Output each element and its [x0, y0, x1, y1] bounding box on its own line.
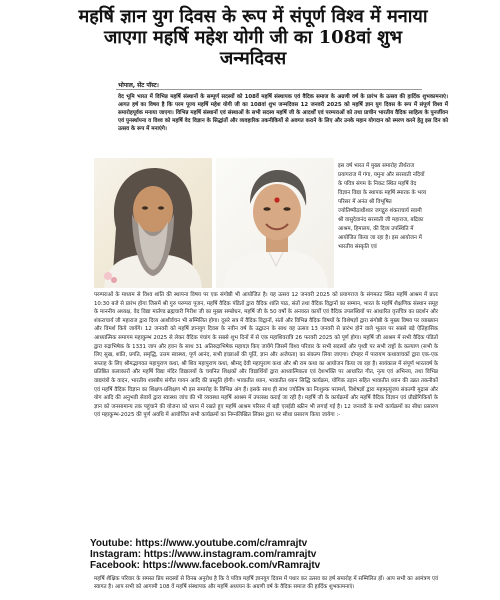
portrait-smiling-man-image	[216, 158, 334, 288]
instagram-link: Instagram: https://www.instagram.com/ramrajtv	[90, 549, 317, 560]
article-lead: वेद भूमि भारत में विभिन्न महर्षि संस्थानों के सम्पूर्ण सदस्यों को 108वें महर्षि संस्थापक एवं वैदिक समाज के अग्रणी वर्ष के प्रारंभ के उत्सव की हार्दिक शुभकामनाएं। आगत हर्ष का विषय है कि परम पूज्य महर्षि महेश योगी जी का 108वां शुभ जन्मदिवस 12 जनवरी 2025 को महर्षि ज्ञान युग दिवस के रूप में संपूर्ण विश्व में समारोहपूर्वक मनाया जाएगा। विभिन्न महर्षि संस्थानों एवं संस्थाओं के सभी सदस्य महर्षि जी के आदर्शों एवं परम्पराओं को तथा प्राचीन भारतीय वैदिक साहित्य के पुनर्जीवन एवं पुनर्स्थापना व विश्व को महर्षि वेद विज्ञान के सिद्धांतों और व्यवहारिक तकनीकियों से अवगत कराने के लिए और उनके महान योगदान को स्मरण करने हेतु इस दिन को उत्सव के रूप में मनाएंगे।	[118, 94, 448, 132]
facebook-link: Facebook: https://www.facebook.com/vRamrajtv	[90, 560, 321, 571]
maharishi-photo	[94, 158, 212, 288]
article-footer: महर्षि शैक्षिक परिवार के समस्त प्रिय सदस्यों से विनम्र अनुरोध है कि वे पवित्र महर्षि ज्ञानयुग दिवस में पधार कर उत्सव का हर्ष समारोह में सम्मिलित हों। आप सभी का आमंत्रण एवं स्वागत है। आप सभी को आगामी 108 वें महर्षि संस्थापक और महर्षि अध्ययन के अग्रणी वर्ष के वैदिक समाज की हार्दिक शुभकामनाएं।	[94, 576, 438, 590]
portrait-bearded-guru-image	[94, 158, 212, 288]
social-links	[90, 538, 450, 571]
divider	[116, 89, 422, 90]
photo-row	[94, 158, 334, 288]
article-headline: महर्षि ज्ञान युग दिवस के रूप में संपूर्ण विश्व में मनाया जाएगा महर्षि महेश योगी जी का 108वां शुभ जन्मदिवस	[78, 6, 428, 69]
brahmachari-photo	[216, 158, 334, 288]
article-dateline: भोपाल, सेंट पॉस्ट।	[118, 82, 159, 89]
article-side-column: इस वर्ष भारत में मुख्य समारोह तीर्थराज प्रयागराज में गंगा, यमुना और सरस्वती नदियों के पवित्र संगम के निकट स्थित महर्षि वेद विज्ञान विद्या के स्थापक महर्षि स्मारक के भव्य परिसर में अनंत श्री विभूषित ज्योतिष्पीठाधीश्वर जगद्गुरु शंकराचार्य स्वामी श्री वासुदेवानंद सरस्वती जी महाराज, बद्रिका आश्रम, हिमालय, की दिव्य उपस्थिति में आयोजित किया जा रहा है। इस आयोजन में भारतीय संस्कृति एवं	[338, 163, 427, 250]
youtube-link: Youtube: https://www.youtube.com/c/ramrajtv	[90, 538, 308, 549]
article-body: परम्पराओं के माध्यम से विश्व शांति की स्थापना विषय पर एक संगोष्ठी भी आयोजित है। यह उत्सव 12 जनवरी 2025 को प्रयागराज के संगमतट स्थित महर्षि आश्रम में प्रातः 10:30 बजे से प्रारंभ होगा जिसमें श्री गुरु परम्परा पूजन, महर्षि वैदिक पंडितों द्वारा वैदिक शांति पाठ, संतों तथा वैदिक विद्वानों का सम्मान, भारत के महर्षि शैक्षणिक संस्थान समूह के माननीय अध्यक्ष, वेद विद्या मार्तण्ड ब्रह्मचारी गिरीश जी का मुख्य सम्बोधन, महर्षि जी के 50 वर्षों के अनवरत कार्यों एवं वैदिक उपलब्धियों पर आधारित वृत्तचित्र का प्रदर्शन और शंकराचार्य जी महाराज द्वारा दिव्य आशीर्वचन भी सम्मिलित होगा। दूसरे सत्र में वैदिक विद्वानों, संतों और विभिन्न वैदिक विषयों के विशेषज्ञों द्वारा संगोष्ठी के मुख्य विषय पर व्याख्यान और विमर्श किये जायेंगे। 12 जनवरी को महर्षि ज्ञानयुग दिवस के नवीन वर्ष के उद्घाटन के साथ यह उत्सव 13 जनवरी से प्रारंभ होने वाले भूतल पर सबसे बड़े ऐतिहासिक आध्यात्मिक समागम महाकुम्भ 2025 से लेकर वैदिक पंचांग के सबसे शुभ दिनों में से एक महाशिवरात्रि 26 फरवरी 2025 को पूर्ण होगा। महर्षि जी आश्रम में सभी वैदिक पंडितों द्वारा रुद्राभिषेक के 1331 जाप और हवन के साथ 31 अतिरुद्राभिषेक महायज्ञ किए जायेंगे जिसमें विश्व परिवार के सभी सदस्यों और पृथ्वी पर सभी राष्ट्रों के कल्याण (सभी के लिए सुख, शांति, प्रगति, समृद्धि, उत्तम स्वास्थ्य, पूर्ण आनंद, सभी इच्छाओं की पूर्ति, ज्ञान और अजेयता) का संकल्प लिया जाएगा। दोपहर में पारायण कथावाचकों द्वारा एक-एक सप्ताह के लिए श्रीमद्भागवत महापुराण कथा, श्री शिव महापुराण कथा, श्रीमद् देवी महापुराण कथा और श्री राम कथा का आयोजन किया जा रहा है। सायंकाल में संपूर्ण भारतवर्ष के प्रतिष्ठित कलाकारों और महर्षि विद्या मंदिर विद्यालयों के चयनित शिक्षकों और विद्यार्थियों द्वारा आध्यात्मिकता एवं देशभक्ति पर आधारित गीत, नृत्य एवं अभिनय, तथा विभिन्न वाद्ययंत्रों के वादन, भारतीय शास्त्रीय संगीत गायन आदि की प्रस्तुति होगी। भावातीत ध्यान, भावातीत ध्यान सिद्धि कार्यक्रम, योगिक उड़ान सहित भावातीत ध्यान की उन्नत तकनीकों एवं महर्षि वैदिक विज्ञान का शिक्षण-प्रशिक्षण भी इस समारोह के विभिन्न अंग हैं। इसके साथ ही साथ ज्योतिष का निःशुल्क परामर्श, विशेषज्ञों द्वारा महामृत्युंजय संकल्पी मुद्रास और योग आदि की अनुभवी सेवायें द्वारा स्वास्थ्य जांच की भी व्यवस्था महर्षि आश्रम में उपलब्ध कराई जा रही है। महर्षि जी के कार्यक्रमों और महर्षि वैदिक विज्ञान एवं प्रौद्योगिकियों के ज्ञान को जनसामान्य तक पहुंचाने की योजना को ध्यान में रखते हुए महर्षि आश्रम परिसर में बड़ी एलईडी स्क्रीन भी लगाई गई है। 12 जनवरी के सभी कार्यक्रमों का सीधा प्रसारण एवं महाकुम्भ-2025 की पूर्ण अवधि में आयोजित सभी कार्यक्रमों का निम्नलिखित लिंक्स द्वारा पर सीधा प्रसारण किया जायेगा :-	[94, 292, 438, 419]
